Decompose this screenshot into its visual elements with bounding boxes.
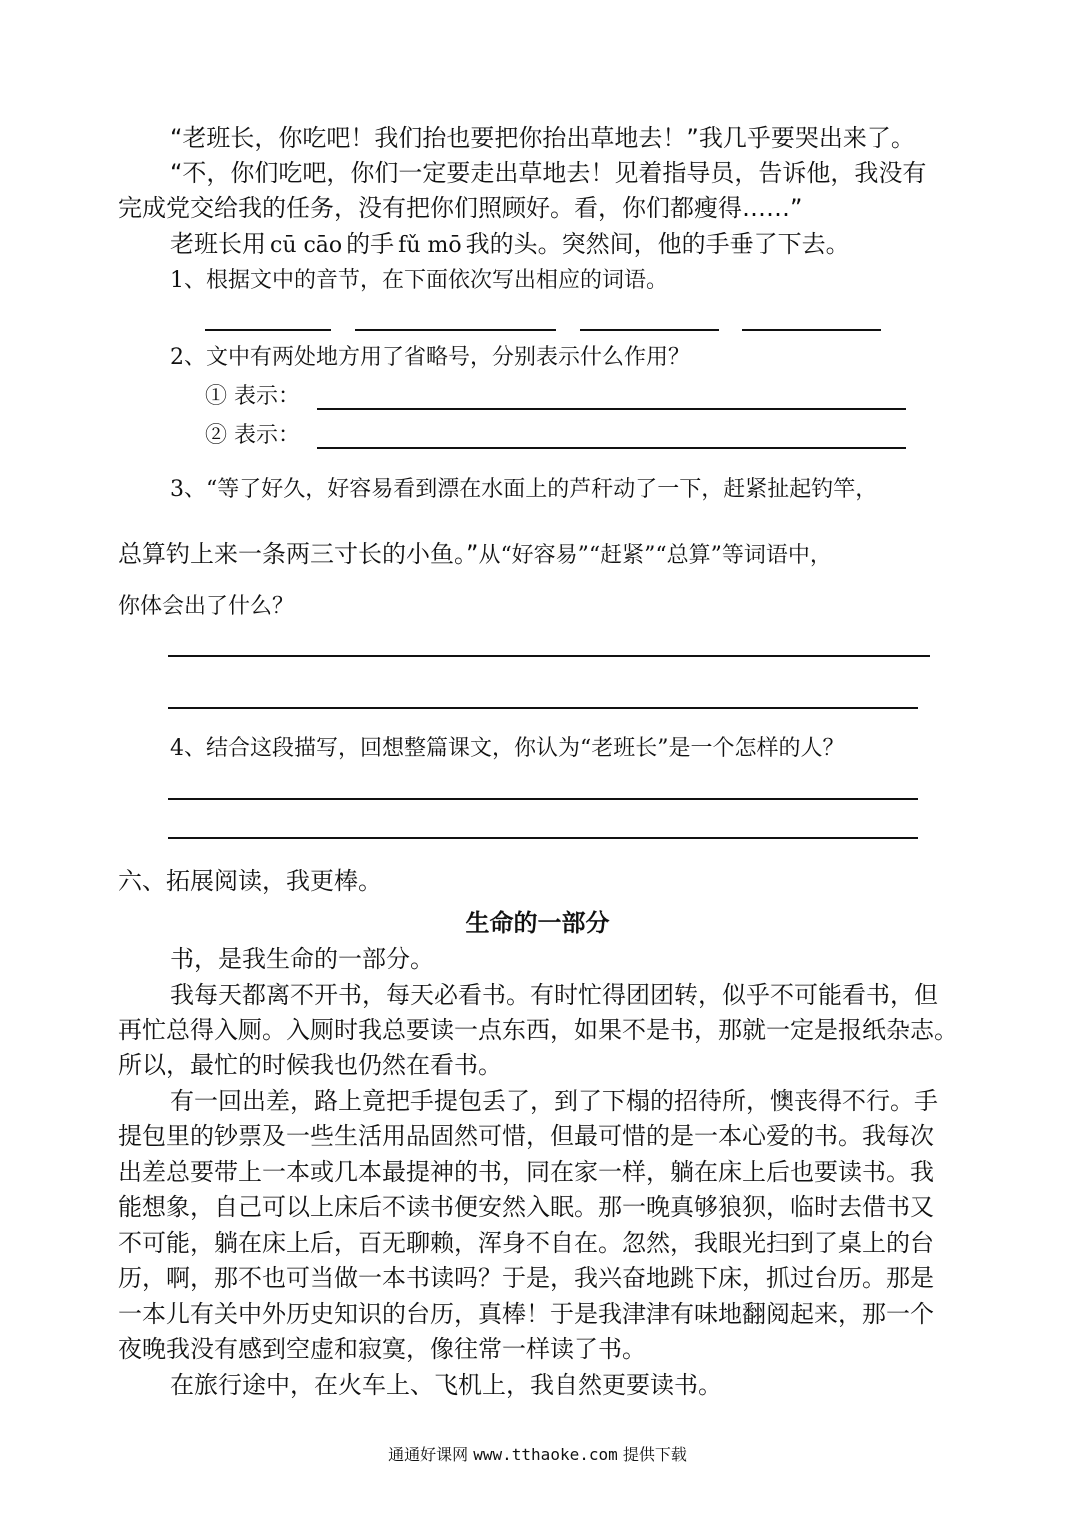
- pinyin-fu-mo: fǔ mō: [398, 233, 462, 258]
- answer-line-q2-1[interactable]: [317, 408, 906, 410]
- article-line: 一本儿有关中外历史知识的台历，真棒！于是我津津有味地翻阅起来，那一个: [118, 1300, 934, 1328]
- question-3-quote: 总算钓上来一条两三寸长的小鱼。”: [118, 540, 479, 568]
- answer-blank-1[interactable]: [205, 329, 331, 331]
- question-3-line-3: 你体会出了什么？: [118, 594, 295, 619]
- question-3-prompt: 从“好容易”“赶紧”“总算”等词语中，: [478, 543, 832, 568]
- article-line: 我每天都离不开书，每天必看书。有时忙得团团转，似乎不可能看书，但: [170, 981, 938, 1009]
- passage-line-2: “不，你们吃吧，你们一定要走出草地去！见着指导员，告诉他，我没有: [170, 159, 927, 187]
- answer-line-q2-2[interactable]: [317, 447, 906, 449]
- page-footer: [0, 1445, 1075, 1465]
- article-line: 在旅行途中，在火车上、飞机上，我自然更要读书。: [170, 1371, 722, 1399]
- footer-suffix: 提供下载: [622, 1445, 687, 1464]
- article-line: 能想象，自己可以上床后不读书便安然入眠。那一晚真够狼狈，临时去借书又: [118, 1193, 934, 1221]
- article-line: 提包里的钞票及一些生活用品固然可惜，但最可惜的是一本心爱的书。我每次: [118, 1122, 934, 1150]
- article-line: 再忙总得入厕。入厕时我总要读一点东西，如果不是书，那就一定是报纸杂志。: [118, 1016, 958, 1044]
- answer-blank-3[interactable]: [580, 329, 719, 331]
- article-title: 生命的一部分: [465, 909, 610, 937]
- question-2-item-1: ① 表示：: [205, 384, 300, 409]
- article-line: 夜晚我没有感到空虚和寂寞，像往常一样读了书。: [118, 1335, 646, 1363]
- answer-blank-4[interactable]: [742, 329, 881, 331]
- passage-line-1: “老班长，你吃吧！我们抬也要把你抬出草地去！”我几乎要哭出来了。: [170, 124, 915, 152]
- article-line: 有一回出差，路上竟把手提包丢了，到了下榻的招待所，懊丧得不行。手: [170, 1087, 938, 1115]
- question-3-line-1: 3、“等了好久，好容易看到漂在水面上的芦秆动了一下，赶紧扯起钓竿，: [170, 477, 878, 502]
- passage-line-4: [170, 229, 850, 261]
- article-line: 不可能，躺在床上后，百无聊赖，浑身不自在。忽然，我眼光扫到了桌上的台: [118, 1229, 934, 1257]
- answer-blank-2[interactable]: [355, 329, 556, 331]
- passage-line-3: 完成党交给我的任务，没有把你们照顾好。看，你们都瘦得……”: [118, 194, 803, 222]
- article-line: 历，啊，那不也可当做一本书读吗？于是，我兴奋地跳下床，抓过台历。那是: [118, 1264, 934, 1292]
- question-2-item-2: ② 表示：: [205, 423, 300, 448]
- pinyin-cu-cao: cū cāo: [270, 233, 343, 258]
- footer-url[interactable]: www.tthaoke.com: [473, 1445, 618, 1464]
- section-6-heading: 六、拓展阅读，我更棒。: [118, 867, 382, 895]
- footer-site-name: 通通好课网: [388, 1445, 469, 1464]
- question-3-line-2: [118, 539, 832, 571]
- question-1: 1、根据文中的音节，在下面依次写出相应的词语。: [170, 268, 668, 293]
- answer-line-q3-1[interactable]: [168, 655, 930, 657]
- question-4: 4、结合这段描写，回想整篇课文，你认为“老班长”是一个怎样的人？: [170, 736, 845, 761]
- question-2: 2、文中有两处地方用了省略号，分别表示什么作用？: [170, 345, 690, 370]
- article-line: 出差总要带上一本或几本最提神的书，同在家一样，躺在床上后也要读书。我: [118, 1158, 934, 1186]
- passage-line-4-text-b: 的手: [346, 230, 395, 258]
- passage-line-4-text-c: 我的头。突然间，他的手垂了下去。: [465, 230, 850, 258]
- passage-line-4-text-a: 老班长用: [170, 230, 266, 258]
- article-line: 书，是我生命的一部分。: [170, 945, 434, 973]
- answer-line-q3-2[interactable]: [168, 707, 918, 709]
- answer-line-q4-1[interactable]: [168, 798, 918, 800]
- article-line: 所以，最忙的时候我也仍然在看书。: [118, 1051, 502, 1079]
- answer-line-q4-2[interactable]: [168, 837, 918, 839]
